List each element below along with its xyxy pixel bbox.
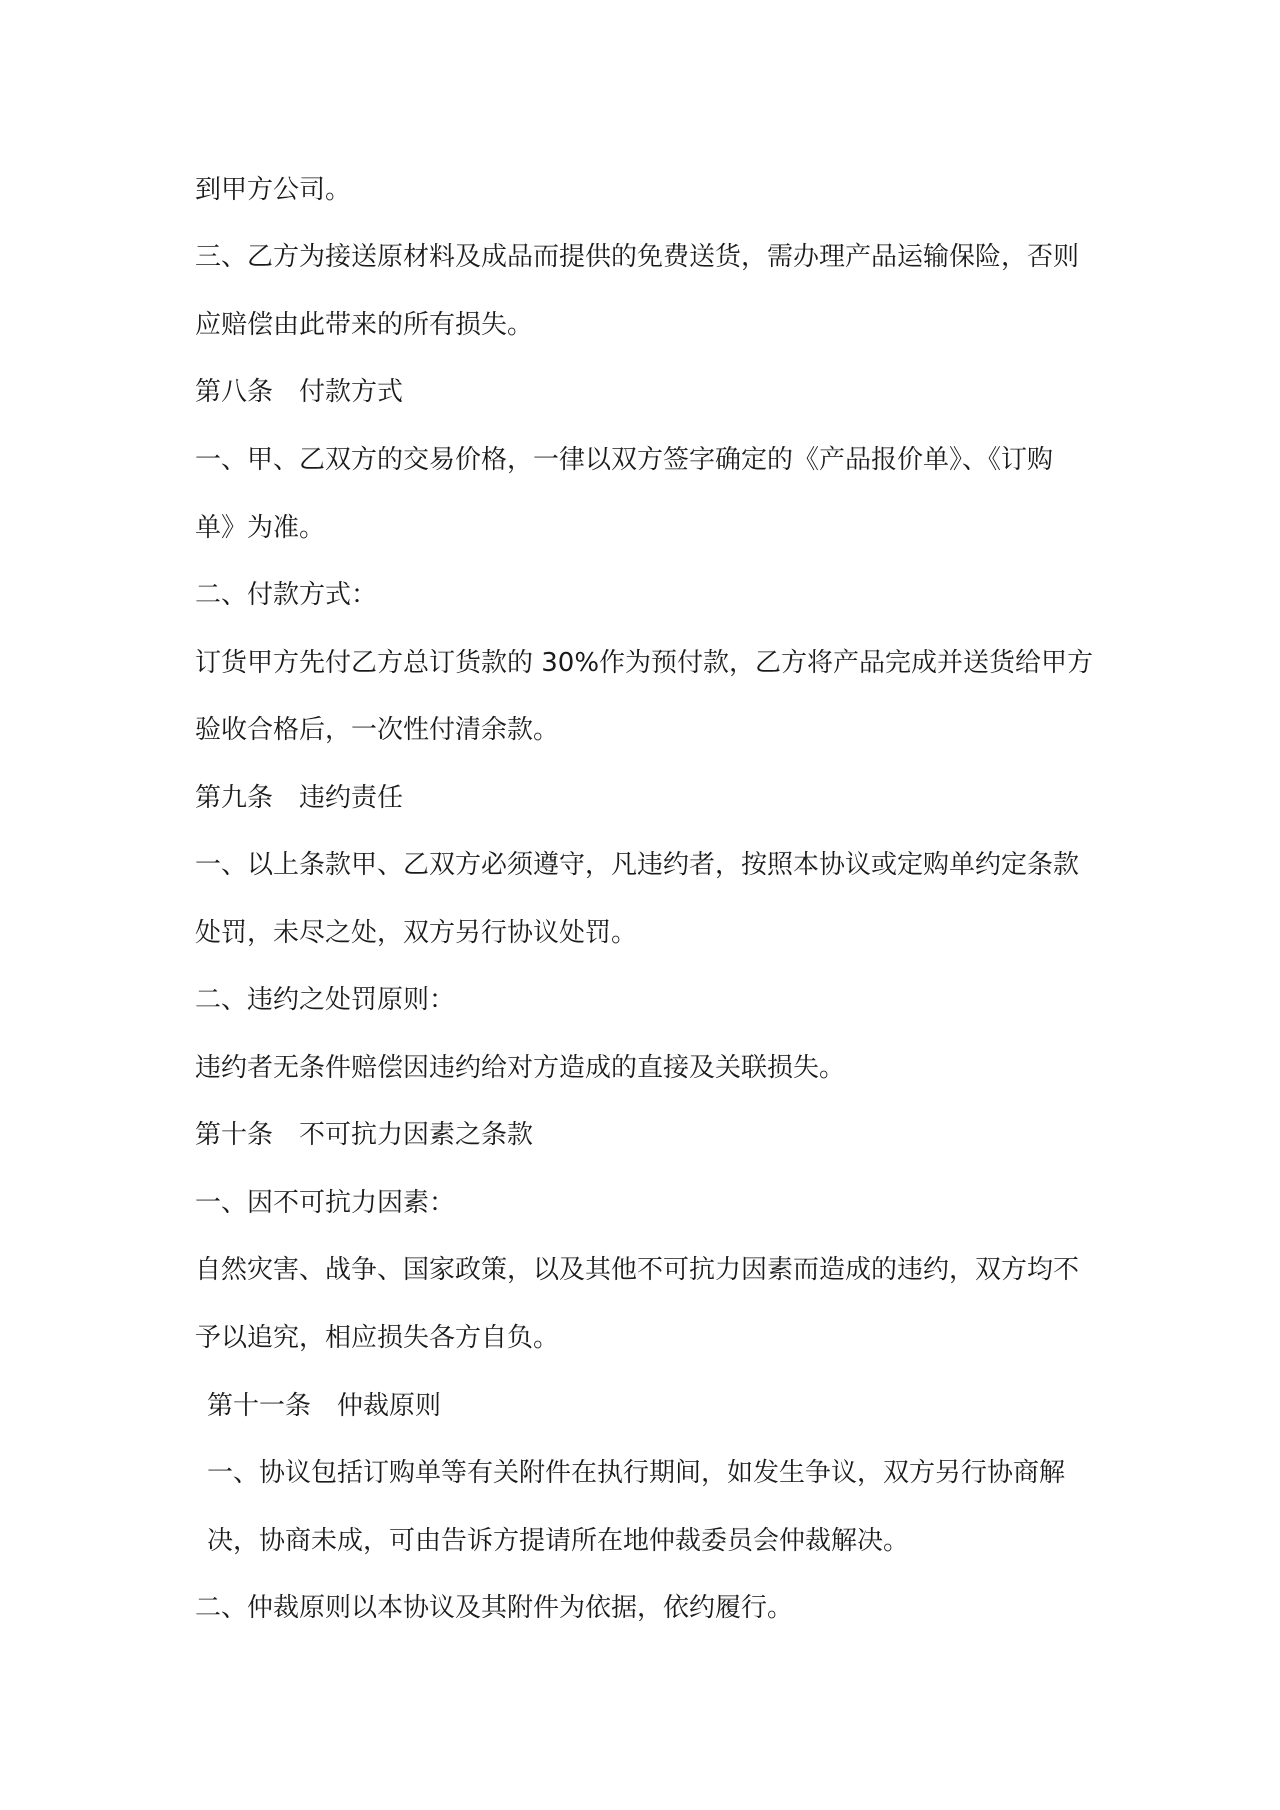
- text-line: 一、协议包括订购单等有关附件在执行期间，如发生争议，双方另行协商解: [207, 1458, 1066, 1488]
- article-heading: 第十一条 仲裁原则: [207, 1391, 442, 1421]
- text-line: 到甲方公司。: [195, 175, 352, 205]
- text-line: 自然灾害、战争、国家政策，以及其他不可抗力因素而造成的违约，双方均不: [195, 1255, 1080, 1285]
- text-line: 决，协商未成，可由告诉方提请所在地仲裁委员会仲裁解决。: [207, 1526, 910, 1556]
- text-line: 二、仲裁原则以本协议及其附件为依据，依约履行。: [195, 1593, 794, 1623]
- text-line: 验收合格后，一次性付清余款。: [195, 715, 560, 745]
- text-line: 订货甲方先付乙方总订货款的 30%作为预付款，乙方将产品完成并送货给甲方: [195, 648, 1094, 678]
- article-heading: 第十条 不可抗力因素之条款: [195, 1120, 534, 1150]
- text-line: 单》为准。: [195, 513, 326, 543]
- text-line: 二、付款方式：: [195, 580, 378, 610]
- text-line: 处罚，未尽之处，双方另行协议处罚。: [195, 918, 638, 948]
- article-heading: 第九条 违约责任: [195, 783, 404, 813]
- text-line: 一、因不可抗力因素：: [195, 1188, 456, 1218]
- text-line: 一、以上条款甲、乙双方必须遵守，凡违约者，按照本协议或定购单约定条款: [195, 850, 1080, 880]
- article-heading: 第八条 付款方式: [195, 377, 404, 407]
- text-line: 二、违约之处罚原则：: [195, 985, 456, 1015]
- text-line: 违约者无条件赔偿因违约给对方造成的直接及关联损失。: [195, 1053, 846, 1083]
- text-line: 予以追究，相应损失各方自负。: [195, 1323, 560, 1353]
- text-line: 应赔偿由此带来的所有损失。: [195, 310, 534, 340]
- text-line: 三、乙方为接送原材料及成品而提供的免费送货，需办理产品运输保险，否则: [195, 242, 1080, 272]
- text-line: 一、甲、乙双方的交易价格，一律以双方签字确定的《产品报价单》、《订购: [195, 445, 1054, 475]
